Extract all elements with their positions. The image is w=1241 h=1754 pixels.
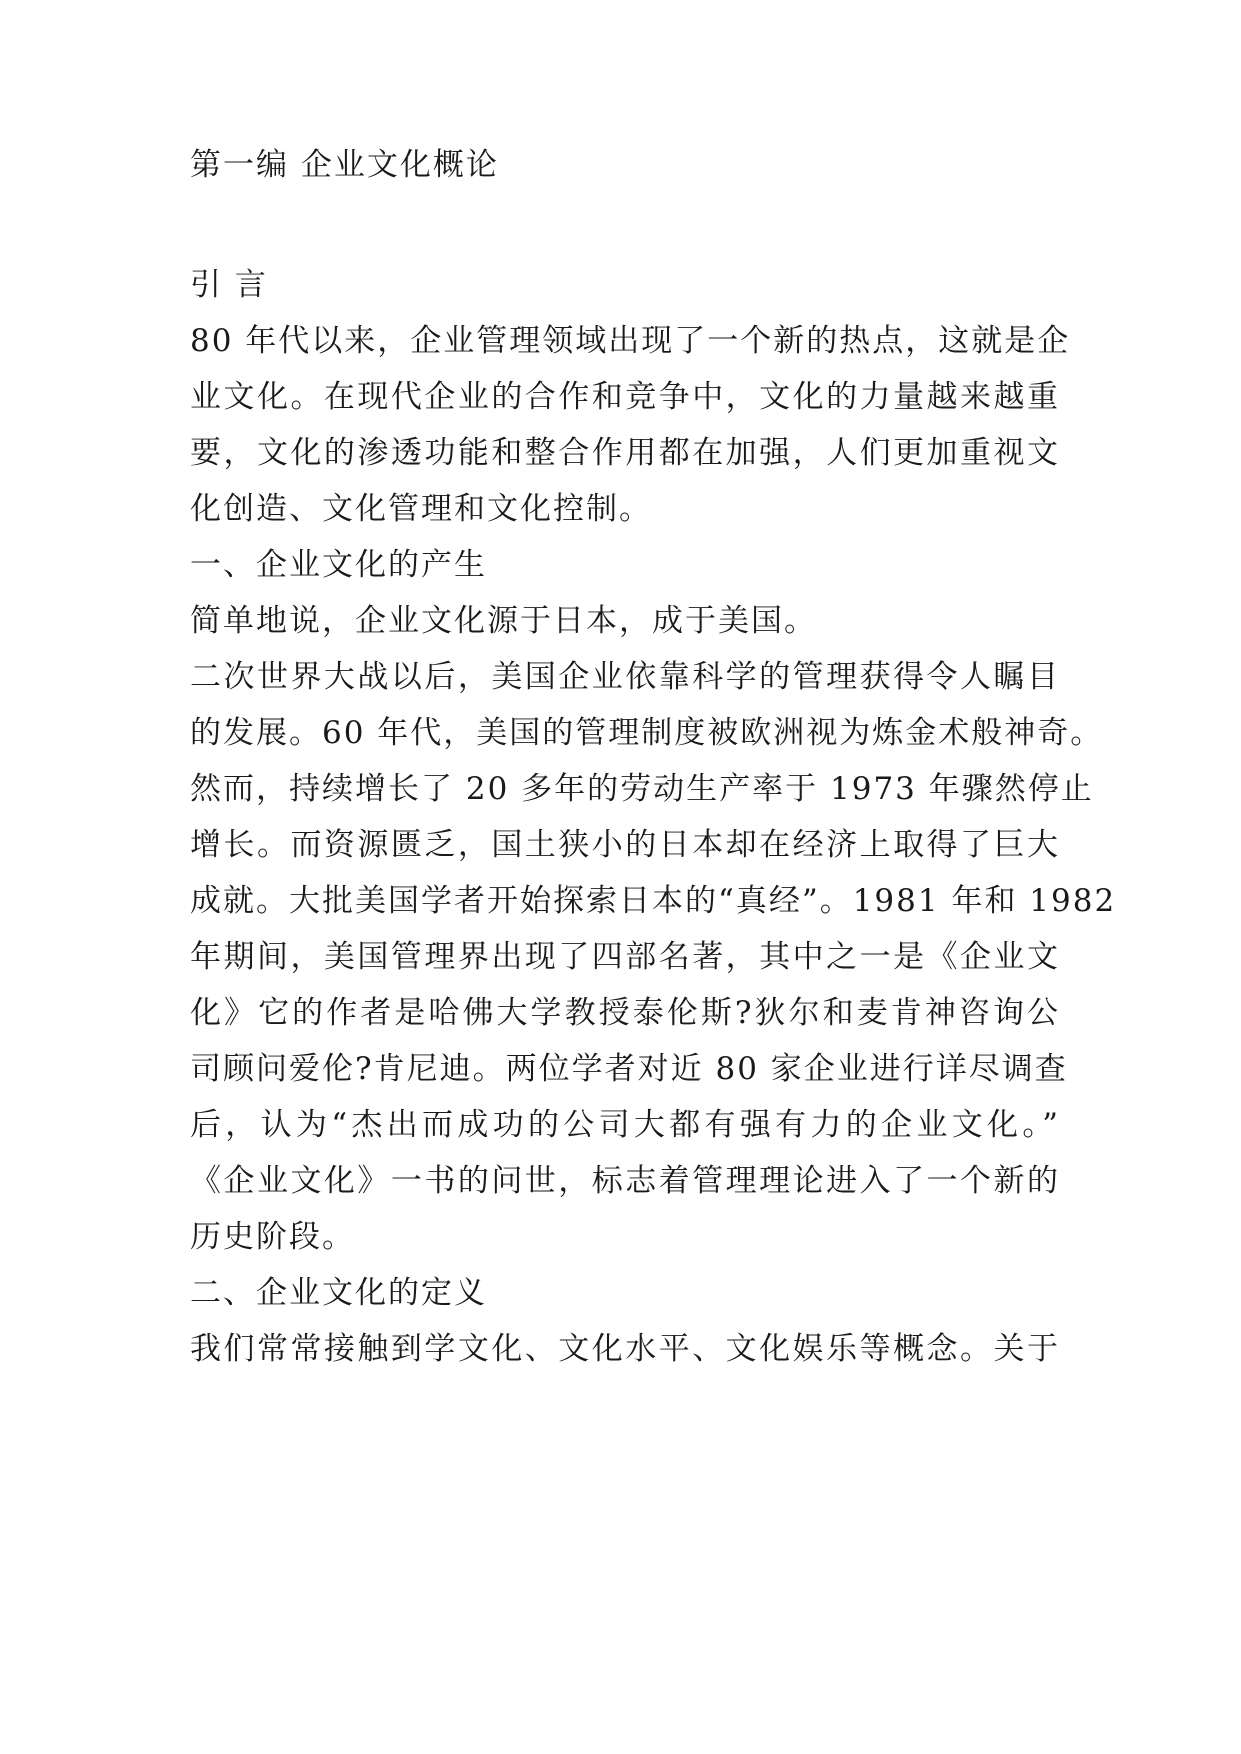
paragraph-line: 二次世界大战以后，美国企业依靠科学的管理获得令人瞩目 bbox=[190, 659, 1060, 695]
document-page bbox=[190, 0, 1117, 1754]
section-heading: 二、企业文化的定义 bbox=[190, 1275, 487, 1311]
paragraph-line: 增长。而资源匮乏，国土狭小的日本却在经济上取得了巨大 bbox=[190, 827, 1060, 863]
paragraph-line: 年期间，美国管理界出现了四部名著，其中之一是《企业文 bbox=[190, 939, 1060, 975]
section-heading: 一、企业文化的产生 bbox=[190, 547, 487, 583]
part-title: 第一编 企业文化概论 bbox=[190, 147, 499, 183]
paragraph-line: 的发展。60 年代，美国的管理制度被欧洲视为炼金术般神奇。 bbox=[190, 715, 1104, 751]
paragraph-line: 化》它的作者是哈佛大学教授泰伦斯?狄尔和麦肯神咨询公 bbox=[190, 995, 1060, 1031]
intro-heading: 引 言 bbox=[190, 267, 268, 303]
paragraph-line: 成就。大批美国学者开始探索日本的“真经”。1981 年和 1982 bbox=[190, 883, 1117, 919]
paragraph-line: 业文化。在现代企业的合作和竞争中，文化的力量越来越重 bbox=[190, 379, 1060, 415]
paragraph-line: 要，文化的渗透功能和整合作用都在加强，人们更加重视文 bbox=[190, 435, 1060, 471]
paragraph-line: 我们常常接触到学文化、文化水平、文化娱乐等概念。关于 bbox=[190, 1331, 1060, 1367]
paragraph-line: 《企业文化》一书的问世，标志着管理理论进入了一个新的 bbox=[190, 1163, 1060, 1199]
paragraph-line: 然而，持续增长了 20 多年的劳动生产率于 1973 年骤然停止 bbox=[190, 771, 1094, 807]
paragraph-line: 80 年代以来，企业管理领域出现了一个新的热点，这就是企 bbox=[190, 323, 1071, 359]
paragraph-line: 化创造、文化管理和文化控制。 bbox=[190, 491, 652, 527]
paragraph-line: 司顾问爱伦?肯尼迪。两位学者对近 80 家企业进行详尽调查 bbox=[190, 1051, 1068, 1087]
paragraph-line: 历史阶段。 bbox=[190, 1219, 355, 1255]
paragraph-line: 简单地说，企业文化源于日本，成于美国。 bbox=[190, 603, 817, 639]
paragraph-line: 后，认为“杰出而成功的公司大都有强有力的企业文化。” bbox=[190, 1107, 1060, 1143]
